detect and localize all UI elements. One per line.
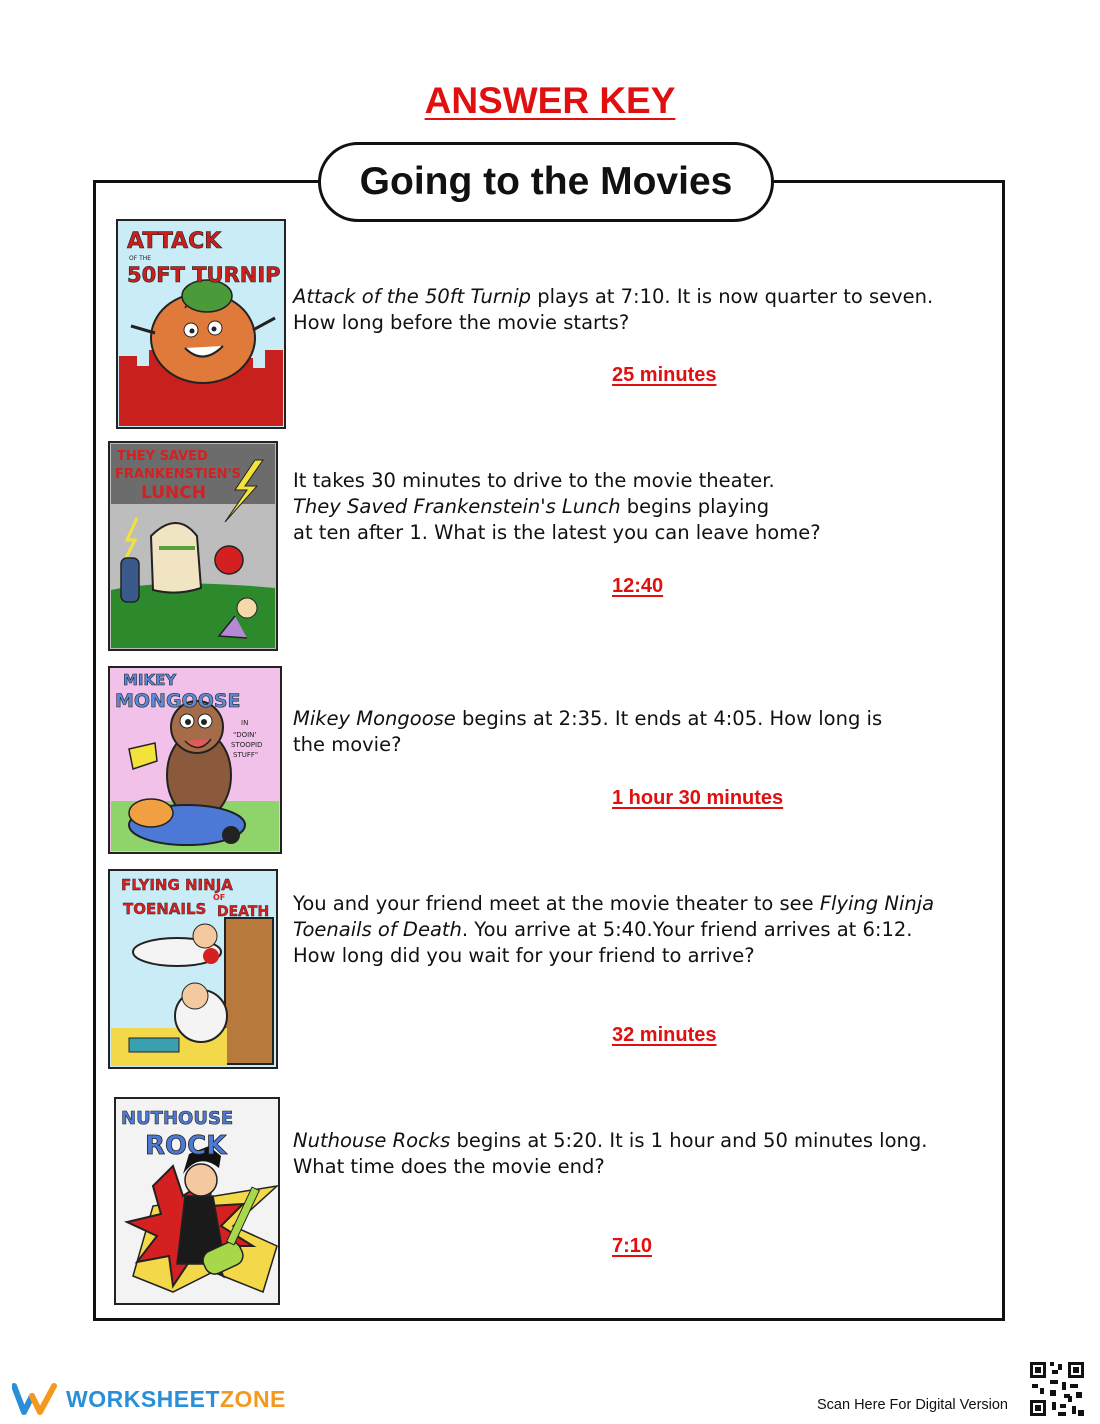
- question-text: at ten after 1. What is the latest you can leave home?: [293, 521, 821, 544]
- answer-5: 7:10: [612, 1235, 653, 1257]
- poster-mikey-mongoose: [107, 665, 283, 855]
- poster-text: FRANKENSTIEN'S: [115, 467, 241, 482]
- movie-title: Mikey Mongoose: [293, 707, 456, 730]
- poster-frankenstein-lunch: [107, 440, 279, 652]
- movie-title: They Saved Frankenstein's Lunch: [293, 495, 621, 518]
- answer-3: 1 hour 30 minutes: [612, 787, 784, 809]
- poster-text: OF THE: [129, 255, 152, 262]
- question-line: [293, 494, 983, 520]
- question-line: [293, 706, 983, 732]
- poster-text: LUNCH: [141, 483, 206, 503]
- movie-title: Nuthouse Rocks: [293, 1129, 451, 1152]
- poster-text: 50FT TURNIP: [127, 263, 281, 287]
- poster-text: "DOIN': [233, 731, 257, 739]
- poster-text: MONGOOSE: [115, 690, 241, 712]
- question-text: begins at 5:20. It is 1 hour and 50 minutes long.: [450, 1129, 928, 1152]
- question-line: [293, 284, 983, 310]
- movie-title: Attack of the 50ft Turnip: [293, 285, 531, 308]
- question-text: the movie?: [293, 733, 402, 756]
- poster-text: NUTHOUSE: [121, 1108, 234, 1129]
- poster-text: TOENAILS: [123, 900, 207, 918]
- question-line: [293, 891, 983, 917]
- poster-attack-turnip: [115, 218, 287, 430]
- answer-2: 12:40: [612, 575, 664, 597]
- logo-text-zone: ZONE: [220, 1385, 286, 1412]
- question-line: [293, 917, 983, 943]
- answer-4: 32 minutes: [612, 1024, 717, 1046]
- logo-text-worksheet: WORKSHEET: [66, 1385, 220, 1412]
- question-text: begins playing: [620, 495, 770, 518]
- poster-text: DEATH: [217, 904, 270, 920]
- poster-text: STOOPID: [231, 741, 263, 749]
- question-text: You and your friend meet at the movie theater to see: [293, 892, 820, 915]
- question-text: plays at 7:10. It is now quarter to seven.: [531, 285, 934, 308]
- answer-key-heading: ANSWER KEY: [424, 80, 676, 121]
- question-3: [293, 706, 983, 758]
- question-text: It takes 30 minutes to drive to the movie theater.: [293, 469, 775, 492]
- poster-text: MIKEY: [123, 671, 177, 689]
- movie-title: Flying Ninja: [819, 892, 935, 915]
- question-text: . You arrive at 5:40.Your friend arrives at 6:12.: [461, 918, 913, 941]
- question-line: [293, 1128, 983, 1154]
- worksheetzone-logo[interactable]: [12, 1382, 286, 1416]
- question-text: What time does the movie end?: [293, 1155, 605, 1178]
- logo-w-icon: [12, 1382, 58, 1416]
- worksheet-title: Going to the Movies: [318, 142, 774, 222]
- poster-text: FLYING NINJA: [121, 876, 233, 894]
- poster-text: THEY SAVED: [117, 449, 208, 464]
- poster-text: OF: [213, 893, 226, 902]
- question-5: [293, 1128, 983, 1180]
- qr-code-icon[interactable]: [1028, 1360, 1086, 1422]
- question-text: begins at 2:35. It ends at 4:05. How long is: [455, 707, 883, 730]
- question-text: How long did you wait for your friend to arrive?: [293, 944, 755, 967]
- poster-text: ROCK: [145, 1131, 227, 1161]
- movie-title: Toenails of Death: [293, 918, 462, 941]
- scan-caption: Scan Here For Digital Version: [817, 1397, 1008, 1413]
- question-1: [293, 284, 983, 336]
- answer-1: 25 minutes: [612, 364, 717, 386]
- question-text: How long before the movie starts?: [293, 311, 630, 334]
- poster-nuthouse-rock: [113, 1096, 281, 1306]
- poster-flying-ninja: [107, 868, 279, 1070]
- poster-text: STUFF": [233, 751, 259, 759]
- poster-text: ATTACK: [127, 229, 222, 254]
- logo-text: [66, 1386, 286, 1413]
- question-4: [293, 891, 983, 969]
- question-2: [293, 468, 983, 546]
- poster-text: IN: [241, 719, 249, 727]
